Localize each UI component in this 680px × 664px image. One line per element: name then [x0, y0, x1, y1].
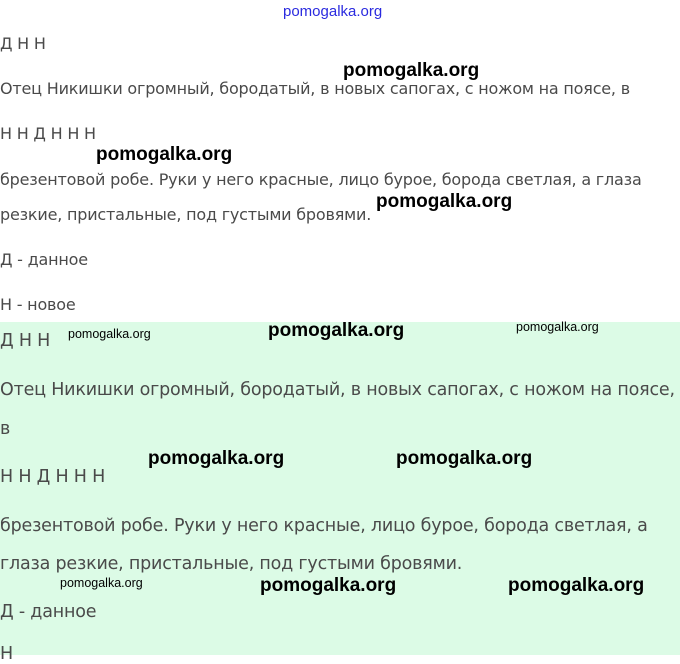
section2-legend-d: Д - данное [0, 602, 97, 622]
section1-legend-n: Н - новое [0, 295, 76, 314]
section2-text-line3: глаза резкие, пристальные, под густыми бровями. [0, 554, 463, 574]
section1-text-line1: Отец Никишки огромный, бородатый, в новых сапогах, с ножом на поясе, в [0, 79, 630, 98]
section2-text-line1b: в [0, 419, 11, 439]
watermark: pomogalka.org [96, 144, 233, 165]
watermark: pomogalka.org [148, 448, 285, 469]
section2-text-line1: Отец Никишки огромный, бородатый, в новых сапогах, с ножом на поясе, [0, 380, 675, 400]
watermark-top: pomogalka.org [283, 3, 383, 20]
section1-marks-line2: Н Н Д Н Н Н [0, 124, 96, 143]
section2-text-line2: брезентовой робе. Руки у него красные, лицо бурое, борода светлая, а [0, 516, 648, 536]
section1-text-line2: брезентовой робе. Руки у него красные, лицо бурое, борода светлая, а глаза [0, 170, 642, 189]
watermark: pomogalka.org [376, 191, 513, 212]
watermark-small: pomogalka.org [68, 327, 151, 341]
watermark: pomogalka.org [396, 448, 533, 469]
section1-text-line3: резкие, пристальные, под густыми бровями. [0, 205, 372, 224]
section2-marks-line2: Н Н Д Н Н Н [0, 467, 106, 487]
section2-marks-line1: Д Н Н [0, 331, 51, 351]
section1-legend-d: Д - данное [0, 250, 88, 269]
watermark: pomogalka.org [268, 320, 405, 341]
watermark-small: pomogalka.org [516, 320, 599, 334]
highlighted-section-background [0, 322, 680, 655]
watermark: pomogalka.org [343, 60, 480, 81]
watermark: pomogalka.org [260, 575, 397, 596]
section2-legend-n-partial: Н [0, 644, 13, 664]
watermark-small: pomogalka.org [60, 576, 143, 590]
section1-marks-line1: Д Н Н [0, 34, 46, 53]
watermark: pomogalka.org [508, 575, 645, 596]
